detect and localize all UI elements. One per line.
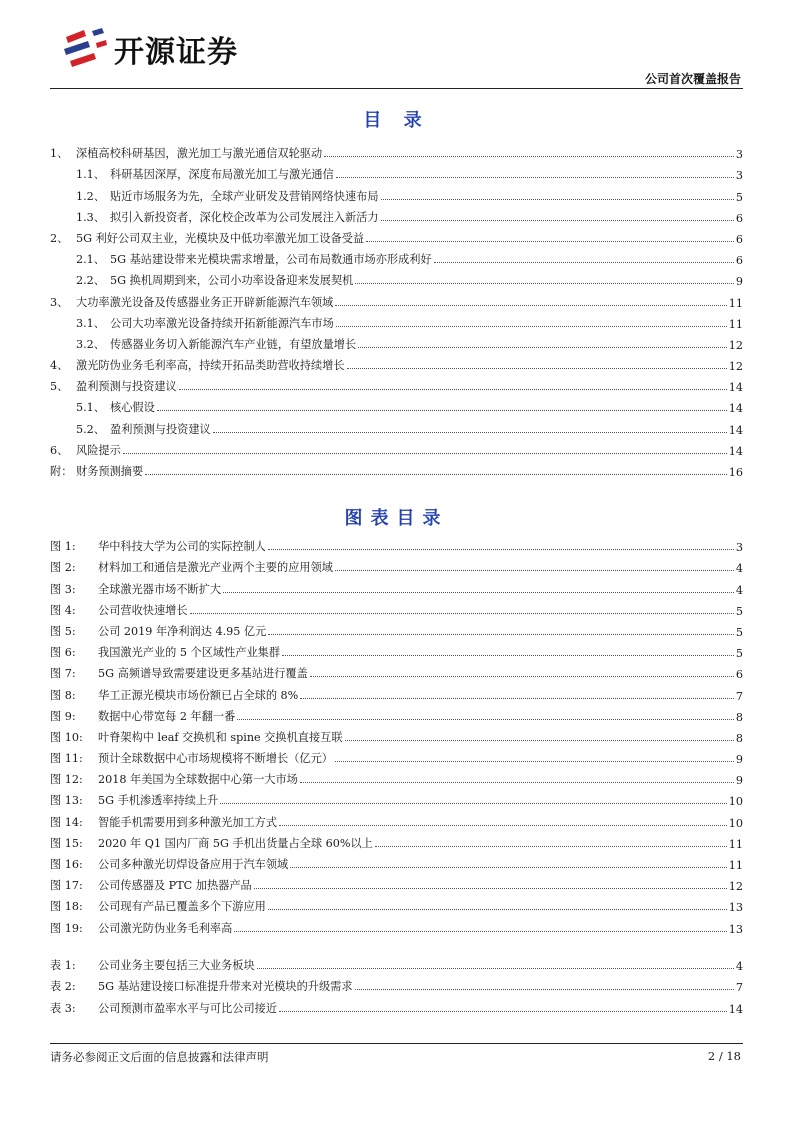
entry-title: 盈利预测与投资建议 — [76, 380, 177, 394]
dot-leader — [347, 368, 727, 369]
entry-number: 3.2、 — [76, 337, 105, 351]
entry-page: 5 — [735, 190, 743, 204]
entry-page: 11 — [728, 317, 743, 331]
entry-number: 图 4: — [50, 603, 76, 617]
entry-page: 12 — [728, 360, 743, 374]
entry-title: 华工正源光模块市场份额已占全球的 8% — [98, 688, 299, 702]
dot-leader — [279, 1011, 727, 1012]
entry-page: 14 — [728, 423, 743, 437]
figure-entry[interactable] — [50, 872, 743, 893]
entry-title: 叶脊架构中 leaf 交换机和 spine 交换机直接互联 — [98, 730, 343, 744]
toc-entry[interactable] — [50, 331, 743, 352]
figure-entry[interactable] — [50, 893, 743, 914]
entry-page: 13 — [728, 901, 743, 915]
entry-number: 图 12: — [50, 773, 83, 787]
figure-entry[interactable] — [50, 808, 743, 829]
dot-leader — [282, 655, 734, 656]
figure-entry[interactable] — [50, 618, 743, 639]
figure-entry[interactable] — [50, 681, 743, 702]
entry-page: 7 — [735, 981, 743, 995]
toc-entry[interactable] — [50, 310, 743, 331]
entry-page: 7 — [735, 689, 743, 703]
entry-title: 大功率激光设备及传感器业务正开辟新能源汽车领域 — [76, 295, 334, 309]
entry-number: 1.3、 — [76, 210, 105, 224]
dot-leader — [157, 410, 727, 411]
dot-leader — [237, 719, 734, 720]
dot-leader — [335, 305, 726, 306]
entry-number: 图 5: — [50, 624, 76, 638]
entry-title: 5G 手机渗透率持续上升 — [98, 794, 219, 808]
entry-number: 3、 — [50, 295, 69, 309]
toc-entry[interactable] — [50, 161, 743, 182]
table-of-contents — [50, 140, 743, 479]
entry-page: 11 — [728, 296, 743, 310]
entry-number: 图 16: — [50, 858, 83, 871]
entry-number: 图 6: — [50, 646, 76, 660]
entry-title: 公司大功率激光设备持续开拓新能源汽车市场 — [110, 316, 334, 330]
entry-number: 图 7: — [50, 667, 76, 681]
entry-page: 11 — [728, 837, 743, 851]
dot-leader — [123, 453, 727, 454]
figure-entry[interactable] — [50, 745, 743, 766]
entry-number: 2.1、 — [76, 253, 105, 267]
entry-page: 9 — [735, 753, 743, 767]
entry-title: 拟引入新投资者，深化校企改革为公司发展注入新活力 — [110, 210, 379, 224]
toc-entry[interactable] — [50, 394, 743, 415]
entry-number: 附： — [50, 465, 73, 478]
entry-number: 表 1: — [50, 959, 76, 973]
dot-leader — [355, 989, 734, 990]
entry-title: 公司营收快速增长 — [98, 603, 188, 617]
entry-page: 10 — [728, 795, 743, 809]
dot-leader — [223, 592, 734, 593]
figure-entry[interactable] — [50, 575, 743, 596]
entry-page: 6 — [735, 254, 743, 268]
figure-entry[interactable] — [50, 703, 743, 724]
dot-leader — [145, 474, 727, 475]
figure-entry[interactable] — [50, 830, 743, 851]
entry-title: 华中科技大学为公司的实际控制人 — [98, 540, 266, 554]
entry-number: 5.2、 — [76, 422, 105, 436]
figure-entry[interactable] — [50, 766, 743, 787]
entry-number: 1.1、 — [76, 168, 105, 182]
entry-title: 5G 基站建设带来光模块需求增量，公司布局数通市场亦形成利好 — [110, 253, 432, 267]
entry-page: 14 — [728, 381, 743, 395]
footer-divider — [50, 1043, 743, 1044]
entry-number: 4、 — [50, 359, 69, 373]
toc-entry[interactable] — [50, 415, 743, 436]
entry-title: 公司业务主要包括三大业务板块 — [98, 959, 255, 973]
dot-leader — [268, 909, 727, 910]
entry-page: 9 — [735, 275, 743, 289]
dot-leader — [179, 389, 727, 390]
entry-number: 图 11: — [50, 752, 83, 766]
entry-title: 2018 年美国为全球数据中心第一大市场 — [98, 773, 298, 787]
entry-number: 5.1、 — [76, 401, 105, 415]
entry-page: 16 — [728, 466, 743, 479]
table-entry[interactable] — [50, 994, 743, 1015]
entry-title: 5G 利好公司双主业，光模块及中低功率激光加工设备受益 — [76, 231, 365, 245]
entry-title: 公司 2019 年净利润达 4.95 亿元 — [98, 624, 267, 638]
entry-title: 5G 换机周期到来，公司小功率设备迎来发展契机 — [110, 274, 354, 288]
entry-number: 图 15: — [50, 836, 83, 850]
dot-leader — [213, 432, 727, 433]
entry-page: 13 — [728, 922, 743, 936]
entry-number: 1.2、 — [76, 189, 105, 203]
brand-name: 开源证券 — [114, 35, 238, 70]
entry-number: 2.2、 — [76, 274, 105, 288]
entry-title: 激光防伪业务毛利率高，持续开拓品类助营收持续增长 — [76, 359, 345, 373]
entry-page: 5 — [735, 647, 743, 661]
figure-entry[interactable] — [50, 660, 743, 681]
entry-number: 图 3: — [50, 582, 76, 596]
entry-title: 盈利预测与投资建议 — [110, 422, 211, 436]
entry-page: 12 — [728, 880, 743, 894]
entry-title: 数据中心带宽每 2 年翻一番 — [98, 709, 236, 723]
dot-leader — [345, 740, 734, 741]
toc-entry[interactable] — [50, 140, 743, 161]
figure-list — [50, 533, 743, 936]
entry-page: 12 — [728, 338, 743, 352]
entry-number: 图 17: — [50, 879, 83, 893]
header-divider — [50, 88, 743, 89]
figure-entry[interactable] — [50, 851, 743, 872]
figure-entry[interactable] — [50, 787, 743, 808]
disclaimer: 请务必参阅正文后面的信息披露和法律声明 — [50, 1050, 269, 1064]
toc-entry[interactable] — [50, 225, 743, 246]
report-type: 公司首次覆盖报告 — [644, 72, 741, 86]
entry-title: 公司传感器及 PTC 加热器产品 — [98, 879, 252, 893]
toc-entry[interactable] — [50, 288, 743, 309]
dot-leader — [324, 156, 734, 157]
entry-title: 2020 年 Q1 国内厂商 5G 手机出货量占全球 60%以上 — [98, 836, 373, 850]
dot-leader — [254, 888, 727, 889]
dot-leader — [300, 698, 734, 699]
figure-entry[interactable] — [50, 597, 743, 618]
table-list — [50, 952, 743, 1016]
dot-leader — [268, 549, 734, 550]
entry-number: 图 10: — [50, 730, 83, 744]
entry-number: 图 13: — [50, 794, 83, 808]
entry-title: 公司多种激光切焊设备应用于汽车领域 — [98, 858, 289, 871]
entry-page: 6 — [735, 668, 743, 682]
entry-number: 图 18: — [50, 900, 83, 914]
entry-number: 3.1、 — [76, 316, 105, 330]
entry-page: 3 — [735, 541, 743, 555]
table-entry[interactable] — [50, 952, 743, 973]
entry-title: 公司现有产品已覆盖多个下游应用 — [98, 900, 266, 914]
figure-entry[interactable] — [50, 914, 743, 935]
entry-number: 2、 — [50, 231, 69, 245]
brand-logo — [62, 26, 238, 72]
toc-entry[interactable] — [50, 352, 743, 373]
dot-leader — [279, 825, 727, 826]
dot-leader — [336, 177, 734, 178]
entry-title: 深植高校科研基因，激光加工与激光通信双轮驱动 — [76, 147, 323, 161]
kaiyuan-logo-icon — [62, 27, 108, 71]
dot-leader — [375, 846, 727, 847]
dot-leader — [268, 634, 734, 635]
entry-number: 图 19: — [50, 921, 83, 935]
entry-number: 表 3: — [50, 1001, 76, 1015]
entry-page: 9 — [735, 774, 743, 788]
entry-title: 贴近市场服务为先，全球产业研发及营销网络快速布局 — [110, 189, 379, 203]
dot-leader — [257, 968, 734, 969]
entry-title: 5G 高频谱导致需要建设更多基站进行覆盖 — [98, 667, 308, 681]
dot-leader — [355, 283, 734, 284]
dot-leader — [336, 326, 727, 327]
dot-leader — [381, 199, 734, 200]
entry-title: 预计全球数据中心市场规模将不断增长（亿元） — [98, 752, 333, 766]
toc-entry[interactable] — [50, 373, 743, 394]
entry-number: 5、 — [50, 380, 69, 394]
dot-leader — [381, 220, 734, 221]
entry-number: 图 2: — [50, 561, 76, 575]
figure-entry[interactable] — [50, 533, 743, 554]
toc-entry[interactable] — [50, 267, 743, 288]
entry-number: 图 9: — [50, 709, 76, 723]
entry-page: 8 — [735, 731, 743, 745]
entry-title: 核心假设 — [110, 401, 155, 415]
figure-entry[interactable] — [50, 554, 743, 575]
entry-title: 智能手机需要用到多种激光加工方式 — [98, 815, 278, 829]
toc-title: 目 录 — [363, 110, 430, 131]
entry-title: 公司预测市盈率水平与可比公司接近 — [98, 1001, 278, 1015]
entry-page: 3 — [735, 148, 743, 162]
dot-leader — [290, 867, 727, 868]
entry-page: 5 — [735, 604, 743, 618]
toc-entry[interactable] — [50, 246, 743, 267]
entry-page: 14 — [728, 444, 743, 458]
entry-page: 4 — [735, 583, 743, 597]
entry-title: 传感器业务切入新能源汽车产业链，有望放量增长 — [110, 337, 357, 351]
entry-page: 14 — [728, 402, 743, 416]
figure-entry[interactable] — [50, 639, 743, 660]
dot-leader — [234, 931, 726, 932]
dot-leader — [190, 613, 734, 614]
entry-page: 11 — [728, 859, 743, 872]
entry-title: 财务预测摘要 — [76, 465, 144, 478]
toc-entry[interactable] — [50, 182, 743, 203]
entry-title: 公司激光防伪业务毛利率高 — [98, 921, 233, 935]
entry-title: 科研基因深厚，深度布局激光加工与激光通信 — [110, 168, 334, 182]
entry-page: 4 — [735, 960, 743, 974]
entry-page: 8 — [735, 710, 743, 724]
entry-number: 图 8: — [50, 688, 76, 702]
entry-page: 14 — [728, 1002, 743, 1016]
toc-entry[interactable] — [50, 458, 743, 479]
entry-page: 6 — [735, 211, 743, 225]
entry-page: 5 — [735, 625, 743, 639]
dot-leader — [310, 676, 734, 677]
page-number: 2 / 18 — [707, 1049, 741, 1063]
toc-entry[interactable] — [50, 204, 743, 225]
entry-title: 5G 基站建设接口标准提升带来对光模块的升级需求 — [98, 980, 353, 994]
entry-page: 10 — [728, 816, 743, 830]
table-entry[interactable] — [50, 973, 743, 994]
entry-page: 4 — [735, 562, 743, 576]
dot-leader — [434, 262, 734, 263]
entry-title: 风险提示 — [76, 443, 121, 457]
entry-number: 表 2: — [50, 980, 76, 994]
dot-leader — [335, 761, 734, 762]
entry-title: 材料加工和通信是激光产业两个主要的应用领域 — [98, 561, 333, 575]
entry-page: 6 — [735, 232, 743, 246]
dot-leader — [335, 570, 734, 571]
dot-leader — [220, 803, 726, 804]
figures-title: 图表目录 — [344, 508, 449, 529]
toc-entry[interactable] — [50, 437, 743, 458]
entry-number: 图 14: — [50, 815, 83, 829]
entry-number: 图 1: — [50, 540, 76, 554]
entry-title: 我国激光产业的 5 个区域性产业集群 — [98, 646, 281, 660]
entry-title: 全球激光器市场不断扩大 — [98, 582, 222, 596]
figure-entry[interactable] — [50, 724, 743, 745]
entry-number: 1、 — [50, 147, 69, 161]
dot-leader — [358, 347, 727, 348]
entry-page: 3 — [735, 169, 743, 183]
dot-leader — [300, 782, 734, 783]
entry-number: 6、 — [50, 443, 69, 457]
dot-leader — [366, 241, 734, 242]
